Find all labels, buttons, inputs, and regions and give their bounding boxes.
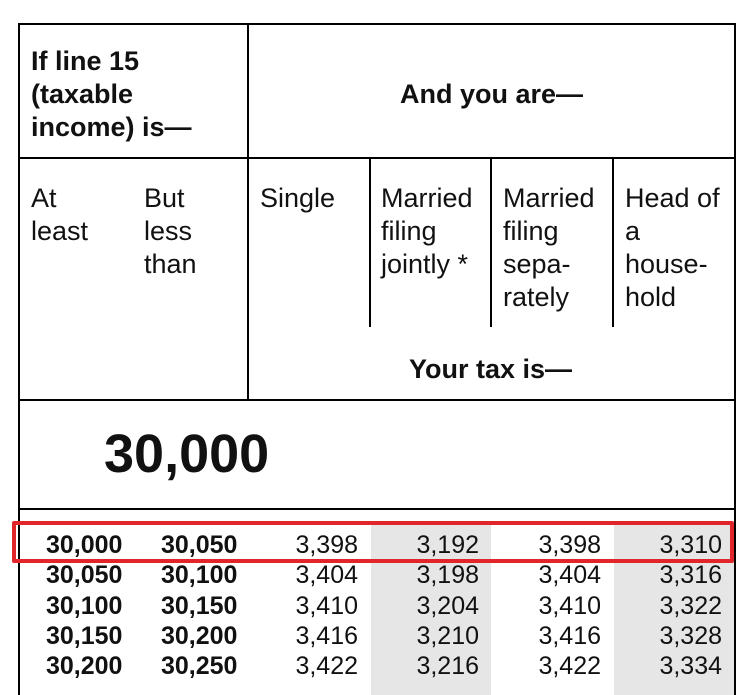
header-rule-1 — [18, 157, 736, 159]
line15-label: If line 15 (taxable income) is— — [31, 46, 192, 142]
head-of-household-cell: 3,316 — [659, 561, 722, 589]
but-less-than-cell: 30,250 — [161, 652, 238, 680]
married-separately-cell: 3,416 — [538, 622, 601, 650]
income-divider — [247, 23, 249, 401]
top-rule — [18, 23, 736, 25]
head-of-household-cell: 3,322 — [659, 592, 722, 620]
married-jointly-cell: 3,210 — [416, 622, 479, 650]
col-divider-2 — [490, 157, 492, 327]
highlighted-row-outline — [12, 521, 734, 563]
married-separately-cell: 3,410 — [538, 592, 601, 620]
at-least-cell: 30,100 — [46, 592, 123, 620]
col-divider-1 — [369, 157, 371, 327]
at-least-cell: 30,150 — [46, 622, 123, 650]
single-cell: 3,410 — [295, 592, 358, 620]
single-cell: 3,416 — [295, 622, 358, 650]
married-jointly-cell: 3,216 — [416, 652, 479, 680]
right-border — [734, 23, 736, 695]
married-jointly-cell: 3,198 — [416, 561, 479, 589]
head-of-household-cell: 3,310 — [659, 531, 722, 559]
single-header: Single — [260, 183, 336, 213]
but-less-than-cell: 30,100 — [161, 561, 238, 589]
table-row — [18, 560, 734, 590]
single-cell: 3,422 — [295, 652, 358, 680]
but-less-than-cell: 30,150 — [161, 592, 238, 620]
married-jointly-header: Married filing jointly * — [381, 183, 473, 279]
head-of-household-header: Head of a house- hold — [625, 183, 720, 312]
table-row — [18, 591, 734, 621]
but-less-than-cell: 30,050 — [161, 531, 238, 559]
married-separately-header: Married filing sepa- rately — [503, 183, 595, 312]
at-least-cell: 30,050 — [46, 561, 123, 589]
married-separately-cell: 3,404 — [538, 561, 601, 589]
your-tax-is-label: Your tax is— — [409, 354, 573, 384]
at-least-header: At least — [31, 183, 89, 246]
head-of-household-cell: 3,334 — [659, 652, 722, 680]
head-of-household-cell: 3,328 — [659, 622, 722, 650]
married-jointly-cell: 3,192 — [416, 531, 479, 559]
at-least-cell: 30,000 — [46, 531, 123, 559]
single-cell: 3,398 — [295, 531, 358, 559]
but-less-than-cell: 30,200 — [161, 622, 238, 650]
married-jointly-cell: 3,204 — [416, 592, 479, 620]
but-less-than-header: But less than — [144, 183, 197, 279]
single-cell: 3,404 — [295, 561, 358, 589]
table-row — [18, 621, 734, 651]
at-least-cell: 30,200 — [46, 652, 123, 680]
bracket-rule — [18, 508, 736, 510]
income-bracket-heading: 30,000 — [104, 424, 270, 484]
table-row — [18, 651, 734, 681]
header-rule-2 — [18, 399, 736, 401]
married-separately-cell: 3,422 — [538, 652, 601, 680]
col-divider-3 — [612, 157, 614, 327]
married-separately-cell: 3,398 — [538, 531, 601, 559]
and-you-are-label: And you are— — [400, 79, 584, 109]
